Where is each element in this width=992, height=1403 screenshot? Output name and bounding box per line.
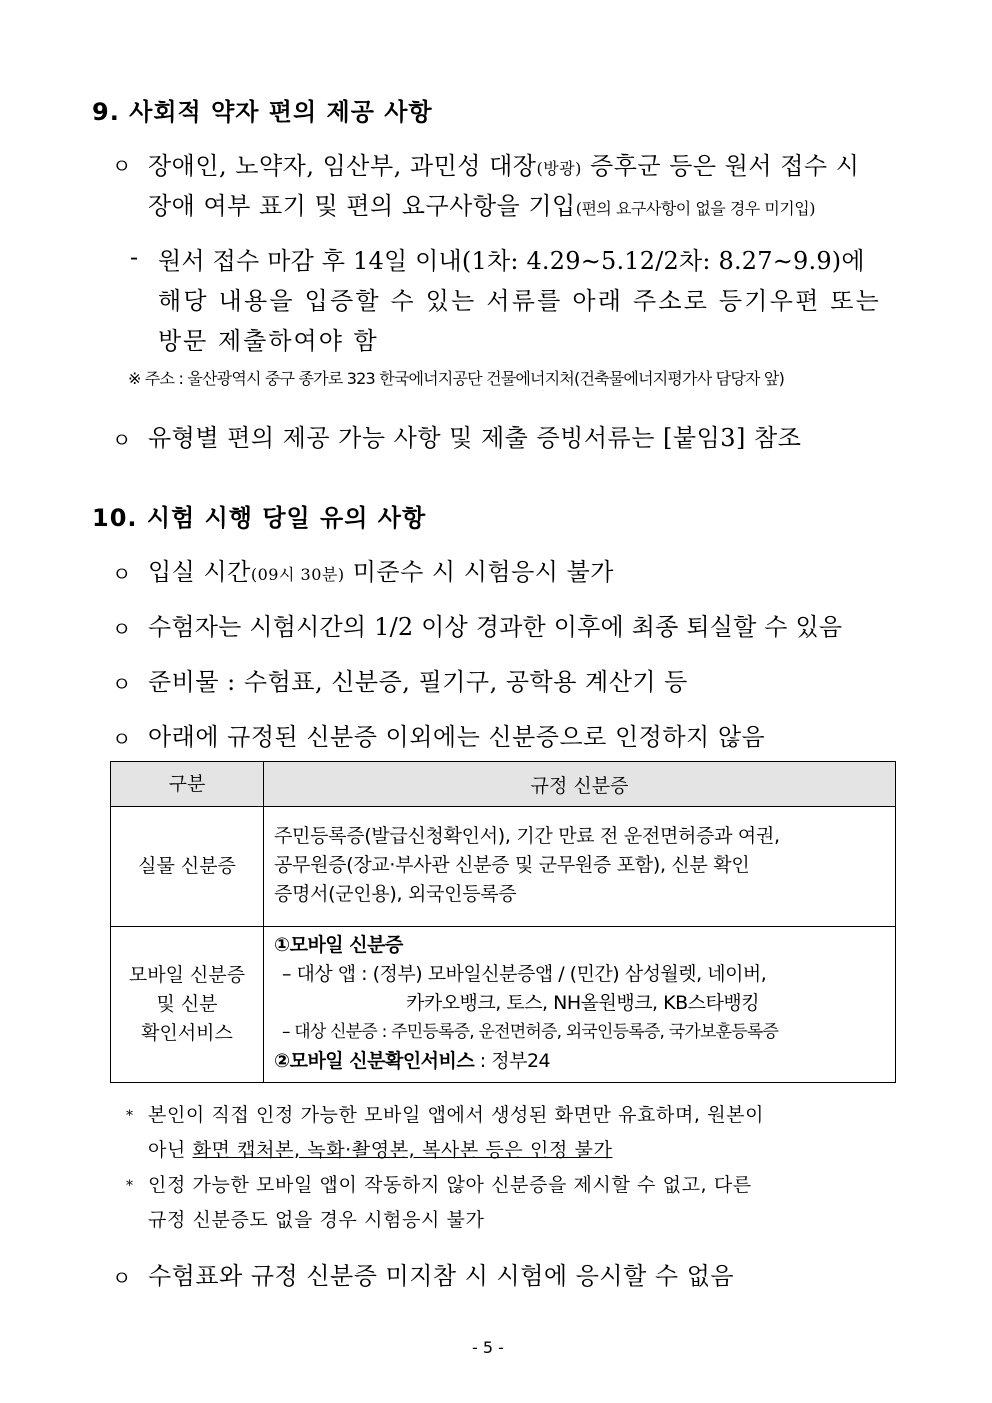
bullet-icon: ㅇ	[112, 562, 132, 586]
star-icon: *	[126, 1108, 133, 1124]
sec9-dash-line1: 원서 접수 마감 후 14일 이내(1차: 4.29∼5.12/2차: 8.27∼9.9)에	[158, 247, 865, 275]
table-cell-mobile-id: 모바일 신분증 및 신분 확인서비스	[111, 927, 264, 1083]
table-cell-mobile-id-list: ①모바일 신분증 – 대상 앱 : (정부) 모바일신분증앱 / (민간) 삼성월렛, 네이버, 카카오뱅크, 토스, NH올원뱅크, KB스타뱅킹 – 대상 신분증 : 주민등록증, 운전면허증, 외국인등록증, 국가보훈등록증 ②모바일 신분확인서비스 : 정부24	[264, 927, 896, 1083]
dash-icon: -	[130, 243, 139, 271]
star-note-2-line1: 인정 가능한 모바일 앱이 작동하지 않아 신분증을 제시할 수 없고, 다른	[148, 1174, 752, 1196]
sec10-bullet3: 준비물 : 수험표, 신분증, 필기구, 공학용 계산기 등	[148, 668, 688, 696]
page-number: - 5 -	[472, 1338, 504, 1357]
sec9-dash-line2: 해당 내용을 입증할 수 있는 서류를 아래 주소로 등기우편 또는	[158, 287, 882, 315]
bullet-icon: ㅇ	[112, 1266, 132, 1290]
sec10-bullet1: 입실 시간(09시 30분) 미준수 시 시험응시 불가	[148, 558, 614, 586]
section-9-title: 9. 사회적 약자 편의 제공 사항	[92, 98, 433, 126]
sec9-bullet1-line2: 장애 여부 표기 및 편의 요구사항을 기입(편의 요구사항이 없을 경우 미기입)	[148, 192, 815, 220]
table-header-row	[111, 762, 896, 807]
table-row	[111, 927, 896, 1083]
star-note-2-line2: 규정 신분증도 없을 경우 시험응시 불가	[148, 1209, 485, 1231]
table-header-ids: 규정 신분증	[264, 762, 896, 807]
bullet-icon: ㅇ	[112, 672, 132, 696]
section-10-title: 10. 시험 시행 당일 유의 사항	[92, 504, 427, 532]
sec10-bullet4: 아래에 규정된 신분증 이외에는 신분증으로 인정하지 않음	[148, 723, 766, 751]
sec10-bullet2: 수험자는 시험시간의 1/2 이상 경과한 이후에 최종 퇴실할 수 있음	[148, 613, 843, 641]
sec9-bullet2: 유형별 편의 제공 가능 사항 및 제출 증빙서류는 [붙임3] 참조	[148, 424, 802, 452]
sec9-address-note: ※ 주소 : 울산광역시 중구 종가로 323 한국에너지공단 건물에너지처(건축물에너지평가사 담당자 앞)	[128, 369, 785, 388]
star-note-1-line2: 아닌 화면 캡처본, 녹화·촬영본, 복사본 등은 인정 불가	[148, 1139, 613, 1161]
star-note-1-line1: 본인이 직접 인정 가능한 모바일 앱에서 생성된 화면만 유효하며, 원본이	[148, 1104, 765, 1126]
table-cell-physical-id-list: 주민등록증(발급신청확인서), 기간 만료 전 운전면허증과 여권, 공무원증(장교·부사관 신분증 및 군무원증 포함), 신분 확인 증명서(군인용), 외국인등록증	[264, 807, 896, 927]
table-row	[111, 807, 896, 927]
sec9-bullet1-line1: 장애인, 노약자, 임산부, 과민성 대장(방광) 증후군 등은 원서 접수 시	[148, 152, 860, 180]
id-table	[110, 761, 896, 1083]
table-cell-physical-id: 실물 신분증	[111, 807, 264, 927]
sec9-dash-line3: 방문 제출하여야 함	[158, 327, 379, 355]
star-icon: *	[126, 1178, 133, 1194]
bullet-icon: ㅇ	[112, 154, 132, 178]
bullet-icon: ㅇ	[112, 617, 132, 641]
bullet-icon: ㅇ	[112, 428, 132, 452]
table-header-category: 구분	[111, 762, 264, 807]
bullet-icon: ㅇ	[112, 727, 132, 751]
sec10-bullet5: 수험표와 규정 신분증 미지참 시 시험에 응시할 수 없음	[148, 1262, 735, 1290]
